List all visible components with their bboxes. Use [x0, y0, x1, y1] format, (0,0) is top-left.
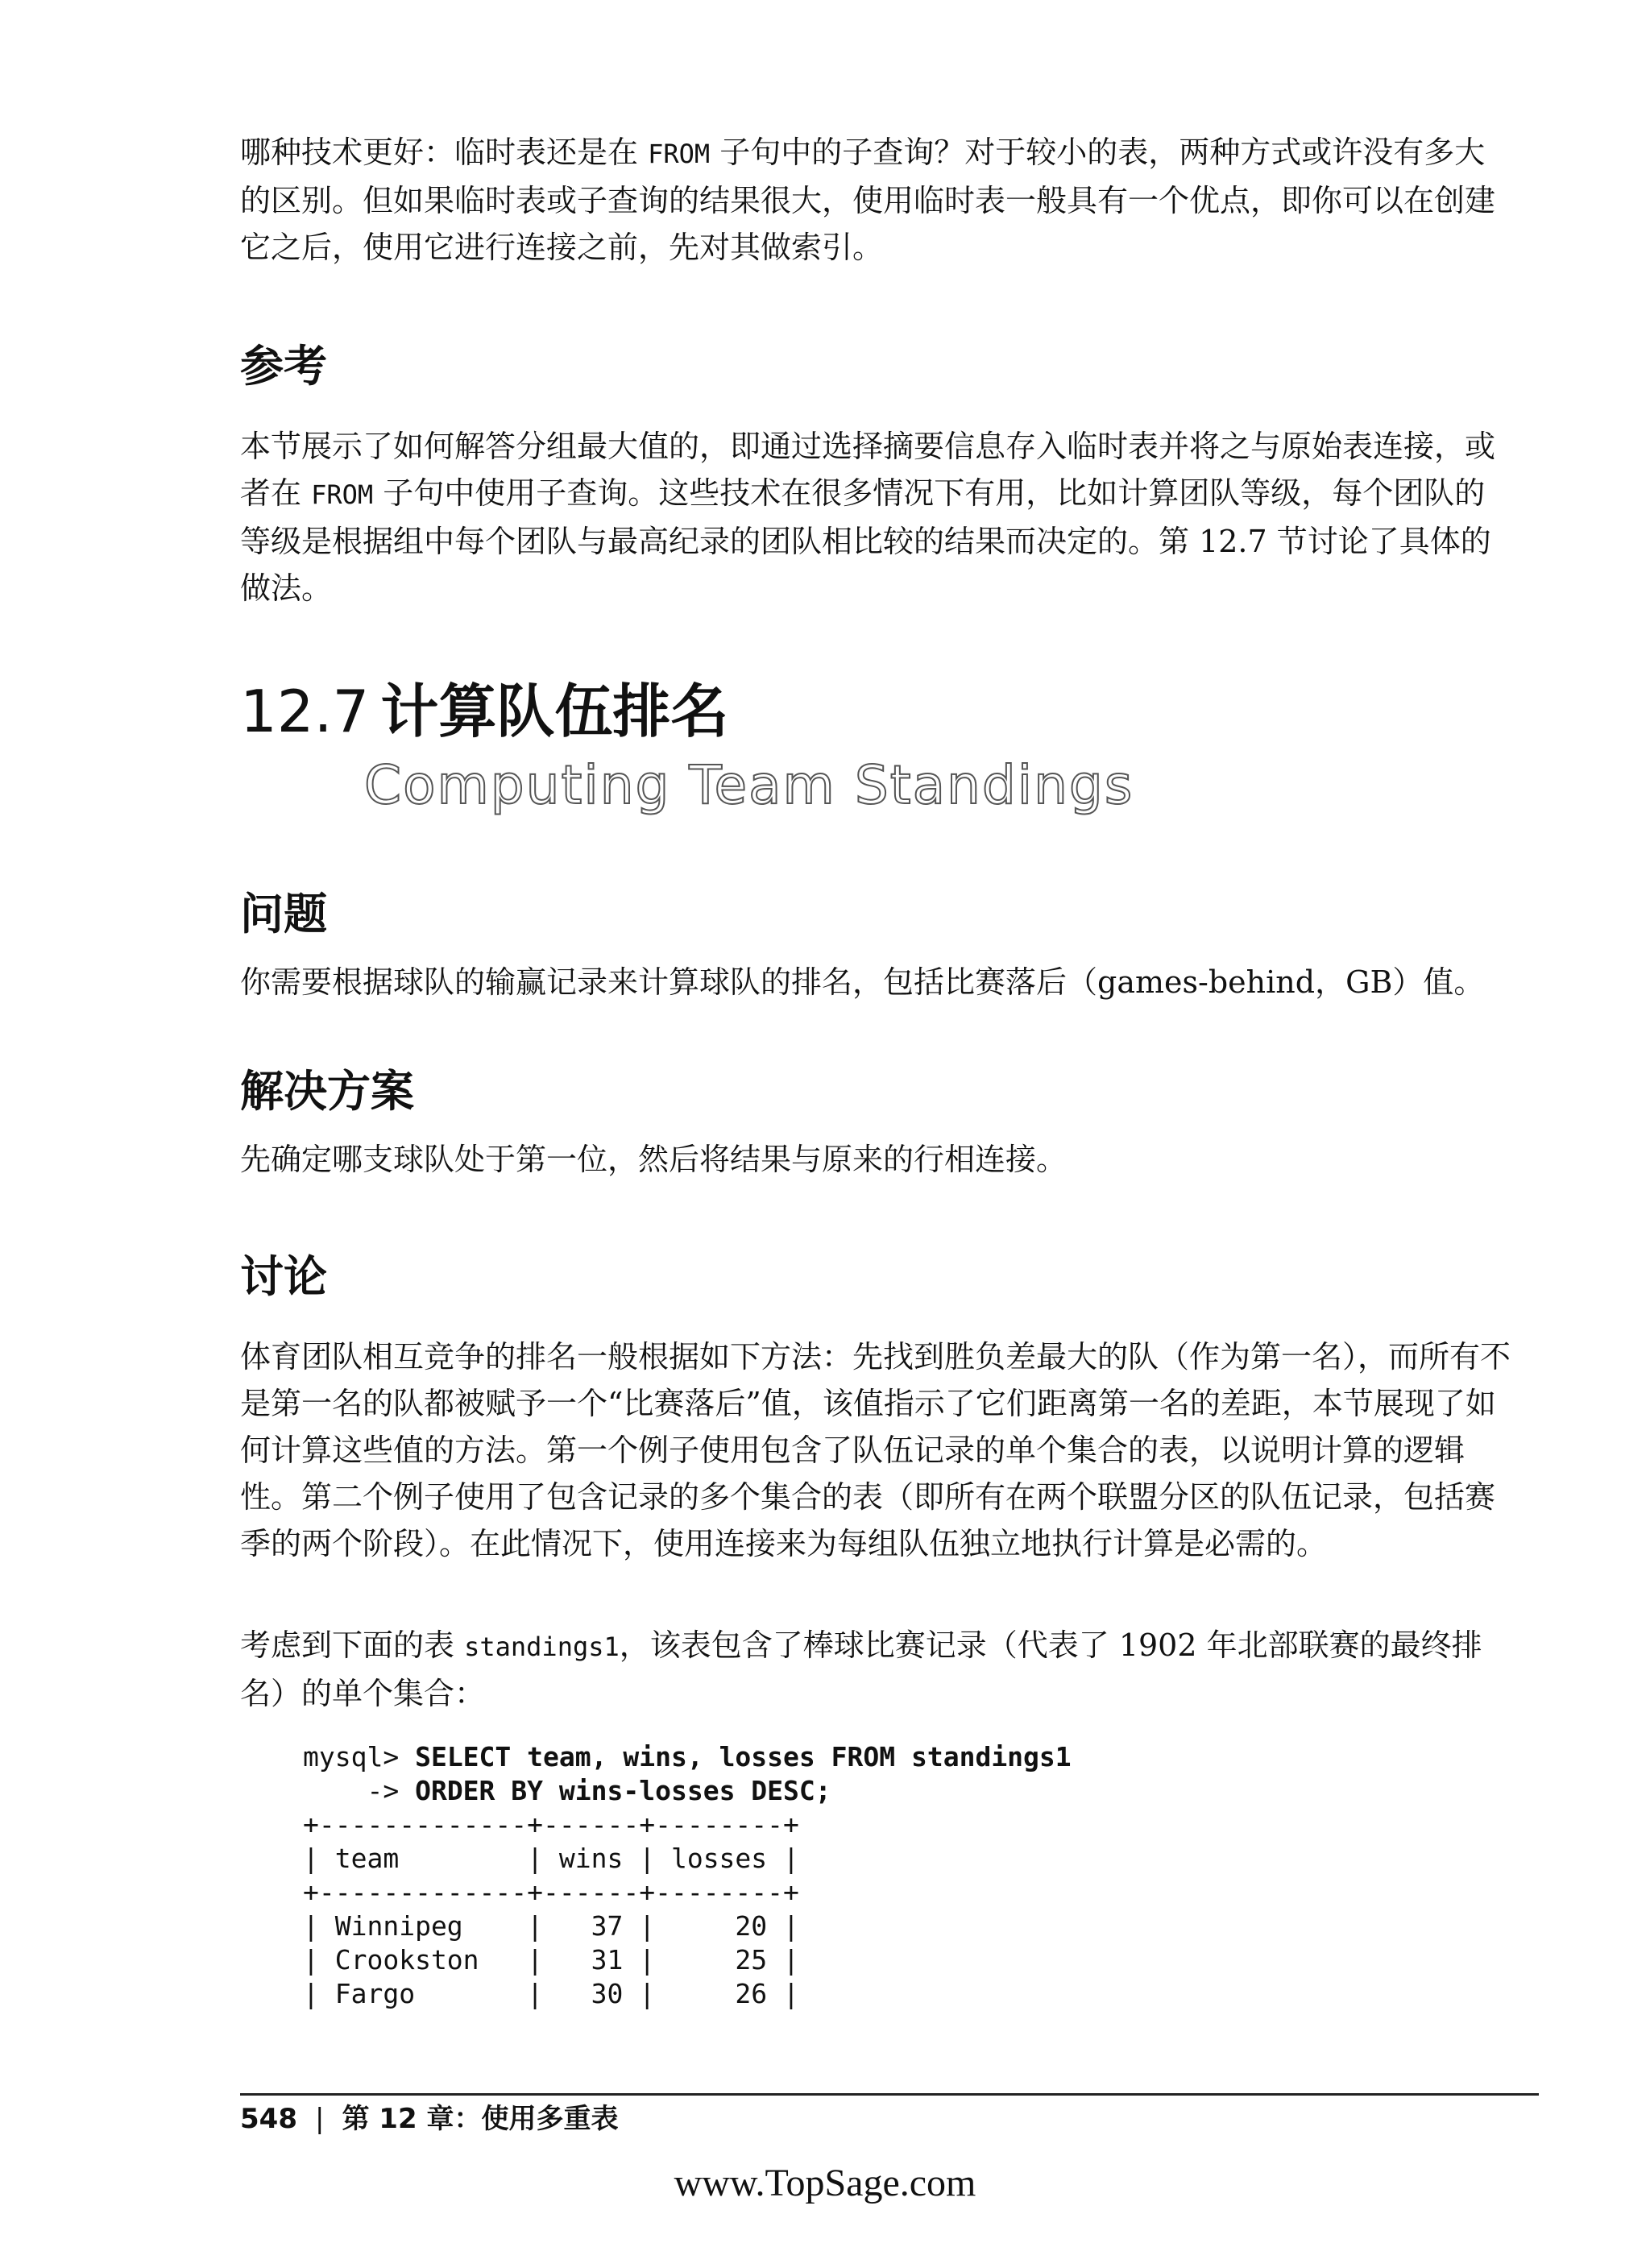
sql-code-block [303, 1740, 1072, 2011]
solution-text: 先确定哪支球队处于第一位，然后将结果与原来的行相连接。 [240, 1142, 1068, 1177]
reference-text-b: 子句中使用子查询。这些技术在很多情况下有用，比如计算团队等级，每个团队的等级是根据组中每个团队与最高纪录的团队相比较的结果而决定的。第 12.7 节讨论了具体的做法。 [240, 475, 1491, 606]
table-header: | team | wins | losses | [303, 1843, 799, 1874]
section-subtitle: Computing Team Standings [364, 754, 1134, 816]
reference-text-a: 本节展示了如何解答分组最大值的，即通过选择摘要信息存入临时表并将之与原始表连接，或者在 [240, 429, 1496, 511]
discussion-text-a: 考虑到下面的表 [240, 1627, 465, 1663]
reference-code-from: FROM [311, 479, 374, 510]
table-border-mid: +-------------+------+--------+ [303, 1876, 799, 1908]
code-continuation: -> [303, 1775, 416, 1806]
code-query-line-1: SELECT team, wins, losses FROM standings1 [415, 1741, 1072, 1773]
discussion-paragraph-2 [240, 1622, 1513, 1717]
reference-heading: 参考 [240, 341, 327, 392]
page-number: 548 [240, 2103, 297, 2135]
problem-heading: 问题 [240, 889, 327, 939]
intro-paragraph [240, 129, 1513, 271]
intro-text-b: 子句中的子查询？对于较小的表，两种方式或许没有多大的区别。但如果临时表或子查询的结果很大，使用临时表一般具有一个优点，即你可以在创建它之后，使用它进行连接之前，先对其做索引。 [240, 135, 1496, 265]
page-footer [240, 2100, 618, 2138]
solution-heading: 解决方案 [240, 1066, 414, 1117]
intro-text-a: 哪种技术更好：临时表还是在 [240, 135, 649, 170]
table-row: | Winnipeg | 37 | 20 | [303, 1910, 799, 1942]
intro-code-from: FROM [648, 139, 711, 169]
section-number: 12.7 [240, 678, 370, 745]
discussion-heading: 讨论 [240, 1251, 327, 1302]
chapter-title: 第 12 章：使用多重表 [342, 2103, 619, 2135]
code-query-line-2: ORDER BY wins-losses DESC; [415, 1775, 831, 1806]
table-row: | Crookston | 31 | 25 | [303, 1944, 799, 1976]
discussion-paragraph-1: 体育团队相互竞争的排名一般根据如下方法：先找到胜负差最大的队（作为第一名），而所有不是第一名的队都被赋予一个“比赛落后”值，该值指示了它们距离第一名的差距，本节展现了如何计算这些值的方法。第一个例子使用包含了队伍记录的单个集合的表，以说明计算的逻辑性。第二个例子使用了包含记录的多个集合的表（即所有在两个联盟分区的队伍记录，包括赛季的两个阶段）。在此情况下，使用连接来为每组队伍独立地执行计算是必需的。 [240, 1339, 1511, 1561]
table-name-code: standings1 [464, 1632, 620, 1662]
reference-paragraph [240, 423, 1513, 612]
footer-rule [240, 2093, 1539, 2096]
discussion-text-b: ，该表包含了棒球比赛记录（代表了 1902 年北部联赛的最终排名）的单个集合： [240, 1627, 1482, 1711]
table-row: | Fargo | 30 | 26 | [303, 1978, 799, 2009]
problem-text: 你需要根据球队的输赢记录来计算球队的排名，包括比赛落后（games-behind，GB）值。 [240, 964, 1485, 1000]
website-watermark: www.TopSage.com [674, 2162, 976, 2204]
section-title-text: 计算队伍排名 [380, 678, 729, 745]
code-prompt: mysql> [303, 1741, 416, 1773]
section-title [240, 675, 728, 748]
table-border-top: +-------------+------+--------+ [303, 1809, 799, 1840]
footer-separator: | [314, 2103, 325, 2135]
